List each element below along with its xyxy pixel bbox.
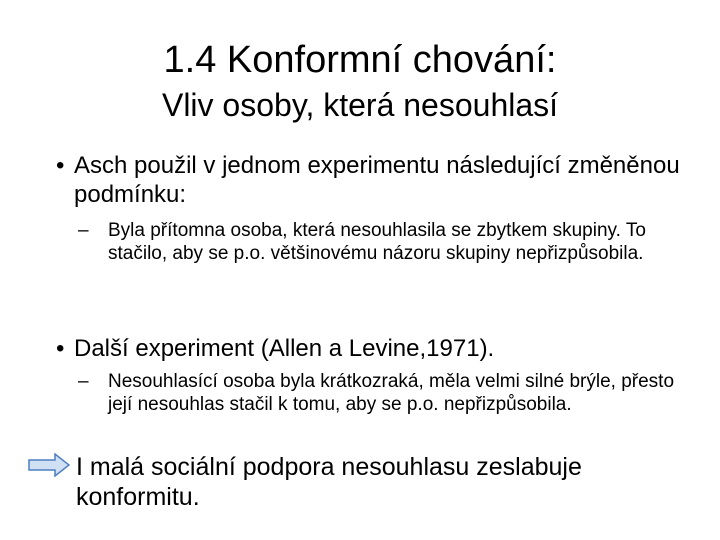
slide-title: 1.4 Konformní chování:: [163, 39, 557, 81]
sub-bullet-text-nearsighted: Nesouhlasící osoba byla krátkozraká, měla velmi silné brýle, přesto její nesouhlas stačil k tomu, aby se p.o. nepřizpůsobila.: [108, 371, 675, 415]
bullet-text-allen-levine: Další experiment (Allen a Levine,1971).: [74, 335, 495, 362]
sub-bullet-marker: –: [78, 220, 89, 241]
sub-bullet-text-dissenter: Byla přítomna osoba, která nesouhlasila se zbytkem skupiny. To stačilo, aby se p.o. většinovému názoru skupiny nepřizpůsobila.: [108, 220, 646, 264]
bullet-marker: •: [56, 152, 65, 179]
slide-subtitle: Vliv osoby, která nesouhlasí: [161, 87, 559, 123]
right-arrow-icon: [28, 453, 70, 477]
bullet-marker: •: [56, 335, 65, 362]
conclusion-text: I malá sociální podpora nesouhlasu zeslabuje konformitu.: [76, 453, 582, 511]
bullet-text-asch: Asch použil v jednom experimentu následující změněnou podmínku:: [74, 152, 680, 208]
sub-bullet-marker: –: [78, 371, 89, 392]
